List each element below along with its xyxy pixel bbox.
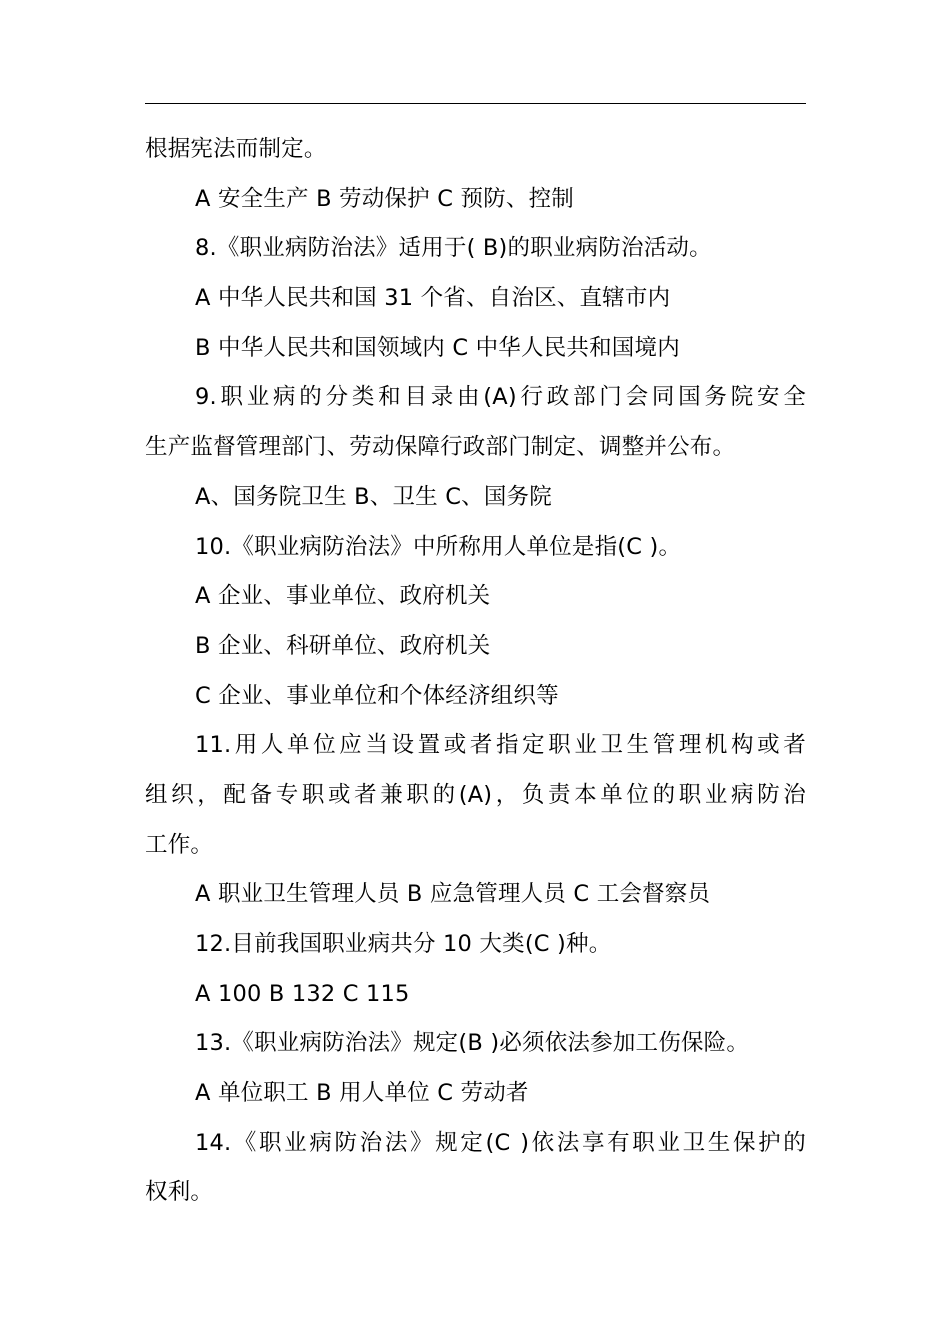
- question-13: 13.《职业病防治法》规定(B )必须依法参加工伤保险。: [195, 1030, 750, 1057]
- answer-options: A 中华人民共和国 31 个省、自治区、直辖市内: [195, 285, 671, 312]
- answer-options: A 企业、事业单位、政府机关: [195, 583, 491, 610]
- answer-options: A、国务院卫生 B、卫生 C、国务院: [195, 483, 552, 510]
- text-line: 根据宪法而制定。: [145, 136, 327, 162]
- document-body: [145, 125, 806, 1218]
- answer-options: A 安全生产 B 劳动保护 C 预防、控制: [195, 185, 574, 212]
- answer-options: A 职业卫生管理人员 B 应急管理人员 C 工会督察员: [195, 881, 711, 908]
- question-9: 9.职业病的分类和目录由(A)行政部门会同国务院安全: [195, 384, 806, 411]
- question-14: 14.《职业病防治法》规定(C )依法享有职业卫生保护的: [195, 1129, 806, 1156]
- question-11: 11.用人单位应当设置或者指定职业卫生管理机构或者: [195, 732, 806, 759]
- question-10: 10.《职业病防治法》中所称用人单位是指(C )。: [195, 533, 682, 560]
- answer-options: C 企业、事业单位和个体经济组织等: [195, 682, 559, 709]
- text-line: 工作。: [145, 831, 214, 858]
- text-line: 权利。: [145, 1179, 214, 1206]
- text-line: 组织，配备专职或者兼职的(A)，负责本单位的职业病防治: [145, 781, 806, 808]
- text-line: 生产监督管理部门、劳动保障行政部门制定、调整并公布。: [145, 434, 736, 461]
- answer-options: A 100 B 132 C 115: [195, 980, 410, 1007]
- answer-options: B 企业、科研单位、政府机关: [195, 632, 491, 659]
- answer-options: B 中华人民共和国领域内 C 中华人民共和国境内: [195, 334, 680, 361]
- answer-options: A 单位职工 B 用人单位 C 劳动者: [195, 1080, 529, 1107]
- question-12: 12.目前我国职业病共分 10 大类(C )种。: [195, 931, 612, 957]
- header-rule: [145, 103, 806, 104]
- question-8: 8.《职业病防治法》适用于( B)的职业病防治活动。: [195, 235, 712, 262]
